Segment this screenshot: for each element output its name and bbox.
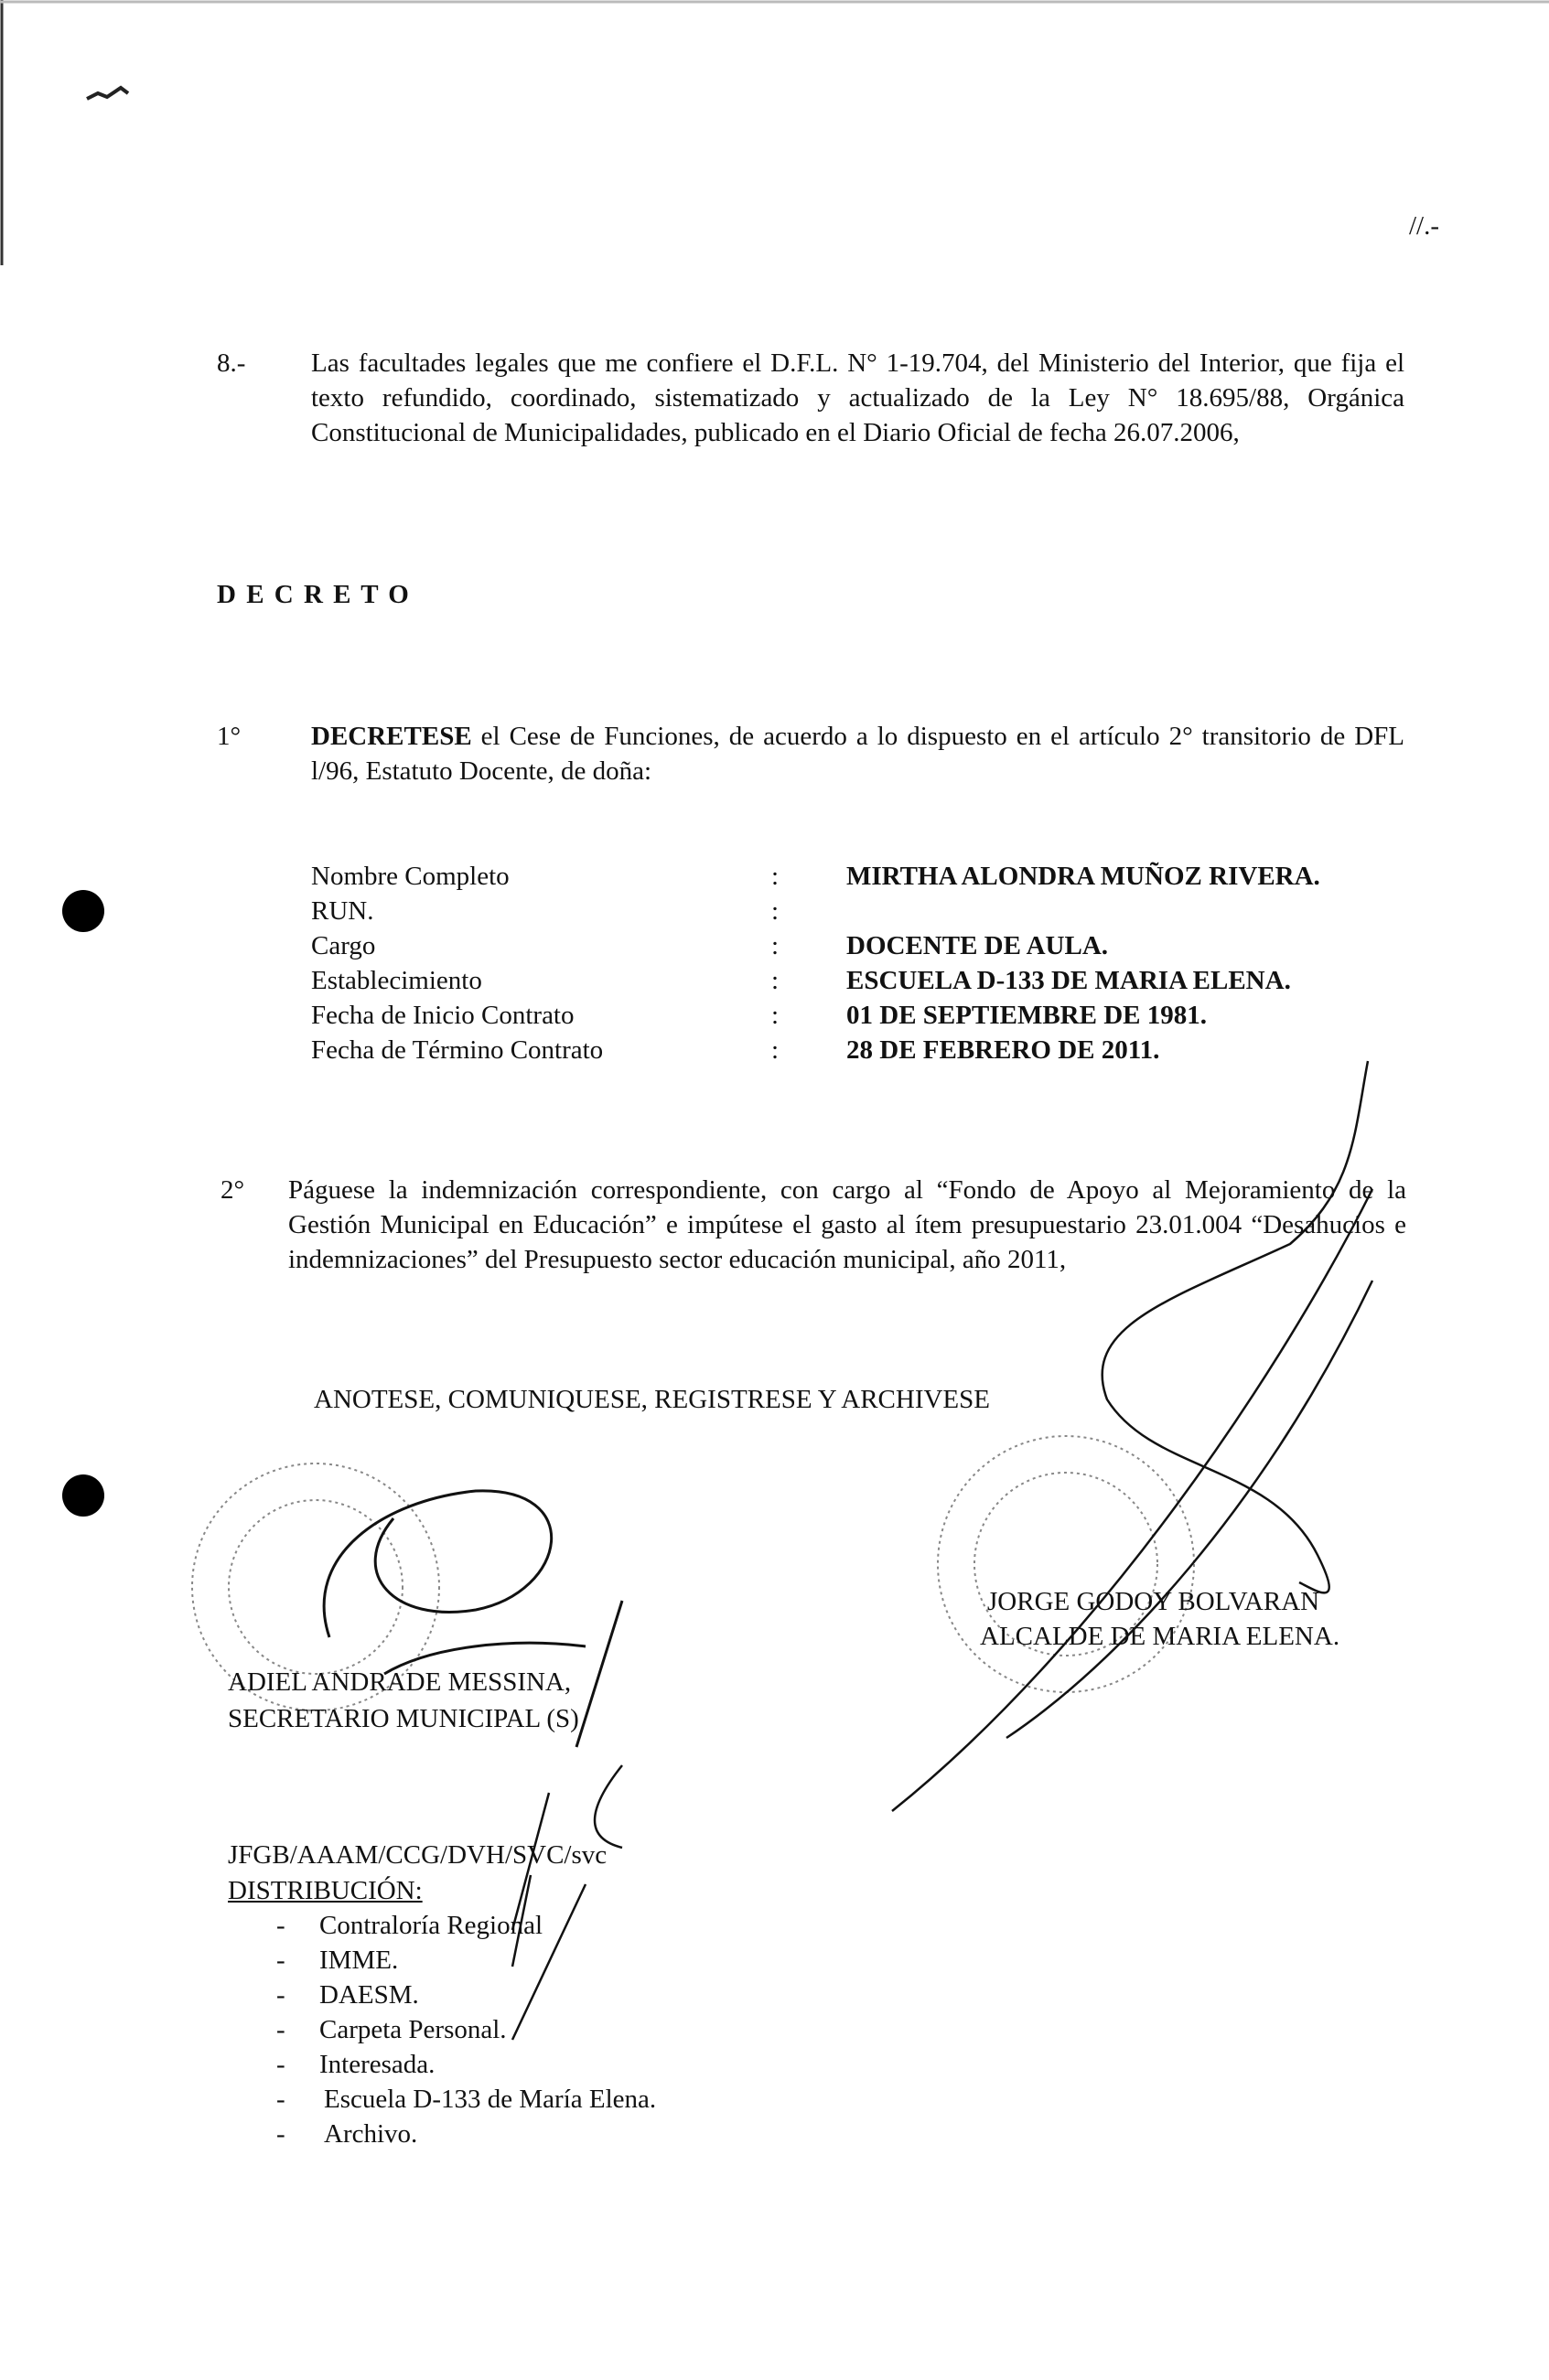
detail-label: Cargo [311, 931, 376, 960]
signer-left-name: ADIEL ANDRADE MESSINA, [228, 1667, 572, 1697]
initials: JFGB/AAAM/CCG/DVH/SVC/svc [228, 1840, 608, 1870]
detail-sep: : [771, 966, 780, 995]
article-2-number: 2° [221, 1175, 245, 1205]
list-bullet: - [276, 1946, 285, 1975]
detail-value-end-date: 28 DE FEBRERO DE 2011. [846, 1035, 1160, 1065]
list-item: Interesada. [319, 2050, 436, 2079]
article-1-body: el Cese de Funciones, de acuerdo a lo dispuesto en el artículo 2° transitorio de DFL l/96, Estatuto Docente, de doña: [311, 722, 1404, 786]
signer-right-title: ALCALDE DE MARIA ELENA. [980, 1622, 1340, 1651]
list-item: Contraloría Regional [319, 1911, 543, 1940]
detail-value-establecimiento: ESCUELA D-133 DE MARIA ELENA. [846, 966, 1291, 995]
list-bullet: - [276, 1911, 285, 1940]
distribution-title: DISTRIBUCIÓN: [228, 1876, 423, 1905]
detail-sep: : [771, 862, 780, 891]
list-item: Archivo. [324, 2119, 418, 2149]
detail-value-cargo: DOCENTE DE AULA. [846, 931, 1109, 960]
detail-label: Establecimiento [311, 966, 482, 995]
detail-label: RUN. [311, 896, 374, 926]
article-2-text: Páguese la indemnización correspondiente, con cargo al “Fondo de Apoyo al Mejoramiento de la Gestión Municipal en Educación” e impútese el gasto al ítem presupuestario 23.01.004 “Desahucios e indemnizaciones” del Presupuesto sector educación municipal, año 2011, [288, 1175, 1406, 1274]
detail-value-name: MIRTHA ALONDRA MUÑOZ RIVERA. [846, 862, 1320, 891]
scan-speck [87, 88, 128, 99]
detail-sep: : [771, 896, 780, 926]
list-item: Carpeta Personal. [319, 2015, 507, 2044]
detail-sep: : [771, 931, 780, 960]
considerando-text: Las facultades legales que me confiere el D.F.L. N° 1-19.704, del Ministerio del Interior, que fija el texto refundido, coordinado, sistematizado y actualizado de la Ley N° 18.695/88, Orgánica Constitucional de Municipalidades, publicado en el Diario Oficial de fecha 26.07.2006, [311, 348, 1404, 447]
list-item: Escuela D-133 de María Elena. [324, 2085, 657, 2114]
list-item: DAESM. [319, 1980, 419, 2010]
signer-left-title: SECRETARIO MUNICIPAL (S) [228, 1704, 579, 1733]
article-1-lead: DECRETESE [311, 722, 472, 751]
list-bullet: - [276, 2085, 285, 2114]
list-bullet: - [276, 1980, 285, 2010]
detail-sep: : [771, 1001, 780, 1030]
page-continuation-mark: //.- [1409, 211, 1440, 241]
detail-label: Fecha de Inicio Contrato [311, 1001, 575, 1030]
detail-label: Nombre Completo [311, 862, 510, 891]
considerando-number: 8.- [217, 348, 246, 378]
list-bullet: - [276, 2119, 285, 2149]
signer-right-name: JORGE GODOY BOLVARAN [987, 1587, 1320, 1616]
closing-formula: ANOTESE, COMUNIQUESE, REGISTRESE Y ARCHIVESE [314, 1385, 990, 1414]
detail-label: Fecha de Término Contrato [311, 1035, 604, 1065]
municipal-stamp-right [938, 1436, 1194, 1692]
initials-signature [512, 1765, 622, 2040]
detail-sep: : [771, 1035, 780, 1065]
list-bullet: - [276, 2050, 285, 2079]
list-item: IMME. [319, 1946, 399, 1975]
list-bullet: - [276, 2015, 285, 2044]
punch-hole [62, 890, 104, 932]
detail-value-start-date: 01 DE SEPTIEMBRE DE 1981. [846, 1001, 1207, 1030]
article-1-text [311, 719, 1404, 788]
article-1-number: 1° [217, 722, 242, 751]
punch-hole [62, 1474, 104, 1517]
decree-heading: D E C R E T O [217, 580, 411, 609]
